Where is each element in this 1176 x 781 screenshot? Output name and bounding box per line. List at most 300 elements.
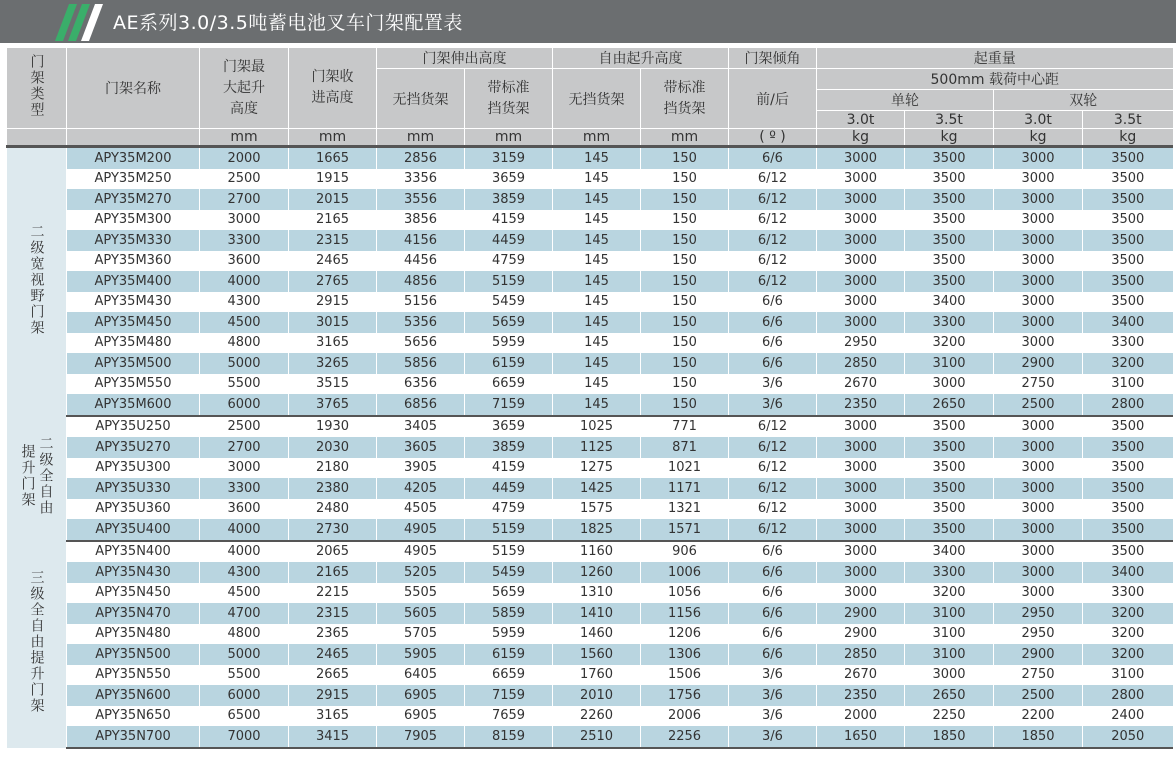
value-cell: 2915 bbox=[289, 685, 377, 706]
value-cell: 3100 bbox=[1083, 374, 1173, 395]
value-cell: 2350 bbox=[817, 394, 905, 416]
col-max-lift: 门架最大起升高度 bbox=[200, 48, 289, 129]
value-cell: 3000 bbox=[994, 292, 1083, 313]
value-cell: 3000 bbox=[817, 437, 905, 458]
value-cell: 6856 bbox=[377, 394, 465, 416]
value-cell: 5205 bbox=[377, 562, 465, 583]
value-cell: 3300 bbox=[905, 562, 994, 583]
mast-name-cell: APY35M480 bbox=[67, 333, 200, 354]
value-cell: 2365 bbox=[289, 624, 377, 645]
value-cell: 5856 bbox=[377, 353, 465, 374]
value-cell: 4000 bbox=[200, 541, 289, 563]
unit-kg: kg bbox=[994, 129, 1083, 147]
value-cell: 2380 bbox=[289, 478, 377, 499]
value-cell: 1275 bbox=[553, 458, 641, 479]
value-cell: 3/6 bbox=[729, 374, 817, 395]
value-cell: 3100 bbox=[905, 353, 994, 374]
value-cell: 2510 bbox=[553, 726, 641, 748]
value-cell: 145 bbox=[553, 169, 641, 190]
value-cell: 1850 bbox=[905, 726, 994, 748]
value-cell: 3000 bbox=[817, 541, 905, 563]
value-cell: 3400 bbox=[905, 292, 994, 313]
value-cell: 3000 bbox=[817, 499, 905, 520]
mast-name-cell: APY35M430 bbox=[67, 292, 200, 313]
mast-type-label: 三级全自由提升门架 bbox=[28, 570, 45, 714]
mast-name-cell: APY35M270 bbox=[67, 189, 200, 210]
col-retract: 门架收进高度 bbox=[289, 48, 377, 129]
mast-type-cell bbox=[7, 416, 67, 541]
value-cell: 5356 bbox=[377, 312, 465, 333]
value-cell: 6/6 bbox=[729, 624, 817, 645]
value-cell: 150 bbox=[641, 394, 729, 416]
value-cell: 3500 bbox=[905, 271, 994, 292]
value-cell: 6356 bbox=[377, 374, 465, 395]
value-cell: 5000 bbox=[200, 353, 289, 374]
value-cell: 3000 bbox=[817, 147, 905, 169]
value-cell: 4159 bbox=[465, 458, 553, 479]
value-cell: 6/12 bbox=[729, 251, 817, 272]
value-cell: 145 bbox=[553, 210, 641, 231]
value-cell: 5605 bbox=[377, 603, 465, 624]
table-row bbox=[7, 333, 1173, 354]
value-cell: 2165 bbox=[289, 210, 377, 231]
value-cell: 3356 bbox=[377, 169, 465, 190]
unit-kg: kg bbox=[1083, 129, 1173, 147]
value-cell: 2650 bbox=[905, 685, 994, 706]
value-cell: 3200 bbox=[1083, 624, 1173, 645]
table-row bbox=[7, 292, 1173, 313]
value-cell: 1171 bbox=[641, 478, 729, 499]
value-cell: 6/6 bbox=[729, 312, 817, 333]
value-cell: 3500 bbox=[1083, 251, 1173, 272]
value-cell: 6159 bbox=[465, 644, 553, 665]
value-cell: 2260 bbox=[553, 706, 641, 727]
value-cell: 4300 bbox=[200, 292, 289, 313]
value-cell: 3600 bbox=[200, 499, 289, 520]
value-cell: 3100 bbox=[905, 603, 994, 624]
value-cell: 3200 bbox=[1083, 353, 1173, 374]
value-cell: 3500 bbox=[905, 499, 994, 520]
value-cell: 6159 bbox=[465, 353, 553, 374]
value-cell: 3000 bbox=[200, 458, 289, 479]
value-cell: 3300 bbox=[1083, 583, 1173, 604]
value-cell: 3500 bbox=[1083, 458, 1173, 479]
value-cell: 906 bbox=[641, 541, 729, 563]
value-cell: 2500 bbox=[200, 416, 289, 438]
mast-type-label: 二级全自由 bbox=[37, 436, 54, 516]
value-cell: 1321 bbox=[641, 499, 729, 520]
table-row bbox=[7, 499, 1173, 520]
value-cell: 1125 bbox=[553, 437, 641, 458]
table-row bbox=[7, 416, 1173, 438]
value-cell: 2400 bbox=[1083, 706, 1173, 727]
value-cell: 8159 bbox=[465, 726, 553, 748]
value-cell: 6/12 bbox=[729, 499, 817, 520]
value-cell: 6405 bbox=[377, 665, 465, 686]
value-cell: 4156 bbox=[377, 230, 465, 251]
col-mast-type: 门架类型 bbox=[7, 48, 67, 129]
value-cell: 6905 bbox=[377, 706, 465, 727]
table-row bbox=[7, 624, 1173, 645]
value-cell: 3400 bbox=[1083, 312, 1173, 333]
value-cell: 3905 bbox=[377, 458, 465, 479]
value-cell: 3856 bbox=[377, 210, 465, 231]
mast-name-cell: APY35M450 bbox=[67, 312, 200, 333]
value-cell: 1160 bbox=[553, 541, 641, 563]
value-cell: 2010 bbox=[553, 685, 641, 706]
value-cell: 1571 bbox=[641, 519, 729, 541]
mast-type-cell bbox=[7, 147, 67, 416]
value-cell: 7659 bbox=[465, 706, 553, 727]
mast-name-cell: APY35N500 bbox=[67, 644, 200, 665]
value-cell: 1575 bbox=[553, 499, 641, 520]
value-cell: 145 bbox=[553, 312, 641, 333]
table-row bbox=[7, 251, 1173, 272]
value-cell: 3000 bbox=[817, 312, 905, 333]
value-cell: 5959 bbox=[465, 333, 553, 354]
value-cell: 3000 bbox=[994, 147, 1083, 169]
value-cell: 2800 bbox=[1083, 685, 1173, 706]
value-cell: 3500 bbox=[905, 210, 994, 231]
value-cell: 145 bbox=[553, 292, 641, 313]
value-cell: 2850 bbox=[817, 353, 905, 374]
value-cell: 3859 bbox=[465, 189, 553, 210]
value-cell: 3000 bbox=[994, 312, 1083, 333]
value-cell: 2900 bbox=[994, 644, 1083, 665]
value-cell: 4000 bbox=[200, 271, 289, 292]
mast-name-cell: APY35M600 bbox=[67, 394, 200, 416]
value-cell: 145 bbox=[553, 230, 641, 251]
value-cell: 145 bbox=[553, 353, 641, 374]
value-cell: 3500 bbox=[1083, 147, 1173, 169]
mast-name-cell: APY35N450 bbox=[67, 583, 200, 604]
mast-name-cell: APY35M330 bbox=[67, 230, 200, 251]
value-cell: 3500 bbox=[905, 519, 994, 541]
value-cell: 3500 bbox=[1083, 416, 1173, 438]
unit-blank bbox=[67, 129, 200, 147]
table-row bbox=[7, 312, 1173, 333]
table-row bbox=[7, 169, 1173, 190]
value-cell: 6500 bbox=[200, 706, 289, 727]
value-cell: 3000 bbox=[817, 458, 905, 479]
value-cell: 3000 bbox=[994, 519, 1083, 541]
value-cell: 1056 bbox=[641, 583, 729, 604]
value-cell: 6/6 bbox=[729, 541, 817, 563]
value-cell: 2050 bbox=[1083, 726, 1173, 748]
table-row bbox=[7, 437, 1173, 458]
value-cell: 145 bbox=[553, 147, 641, 169]
value-cell: 2250 bbox=[905, 706, 994, 727]
value-cell: 5659 bbox=[465, 312, 553, 333]
value-cell: 1560 bbox=[553, 644, 641, 665]
mast-name-cell: APY35M400 bbox=[67, 271, 200, 292]
value-cell: 1025 bbox=[553, 416, 641, 438]
value-cell: 5500 bbox=[200, 374, 289, 395]
unit-mm: mm bbox=[377, 129, 465, 147]
value-cell: 5459 bbox=[465, 562, 553, 583]
value-cell: 6/6 bbox=[729, 562, 817, 583]
value-cell: 3100 bbox=[905, 624, 994, 645]
value-cell: 3000 bbox=[817, 271, 905, 292]
value-cell: 3200 bbox=[1083, 603, 1173, 624]
value-cell: 3500 bbox=[905, 437, 994, 458]
table-row bbox=[7, 230, 1173, 251]
col-single-30: 3.0t bbox=[817, 111, 905, 129]
value-cell: 1650 bbox=[817, 726, 905, 748]
table-row bbox=[7, 478, 1173, 499]
value-cell: 3500 bbox=[1083, 541, 1173, 563]
value-cell: 2315 bbox=[289, 603, 377, 624]
value-cell: 3500 bbox=[1083, 499, 1173, 520]
value-cell: 6/12 bbox=[729, 458, 817, 479]
value-cell: 2900 bbox=[817, 624, 905, 645]
value-cell: 2215 bbox=[289, 583, 377, 604]
value-cell: 4800 bbox=[200, 333, 289, 354]
value-cell: 1306 bbox=[641, 644, 729, 665]
value-cell: 145 bbox=[553, 374, 641, 395]
value-cell: 3100 bbox=[905, 644, 994, 665]
value-cell: 6000 bbox=[200, 394, 289, 416]
value-cell: 4459 bbox=[465, 478, 553, 499]
value-cell: 4205 bbox=[377, 478, 465, 499]
value-cell: 2856 bbox=[377, 147, 465, 169]
col-double-30: 3.0t bbox=[994, 111, 1083, 129]
value-cell: 3000 bbox=[817, 230, 905, 251]
value-cell: 2900 bbox=[994, 353, 1083, 374]
value-cell: 3000 bbox=[994, 210, 1083, 231]
value-cell: 4759 bbox=[465, 251, 553, 272]
value-cell: 5859 bbox=[465, 603, 553, 624]
value-cell: 7159 bbox=[465, 685, 553, 706]
value-cell: 6/12 bbox=[729, 271, 817, 292]
table-row bbox=[7, 603, 1173, 624]
col-tilt-sub: 前/后 bbox=[729, 69, 817, 129]
table-row bbox=[7, 147, 1173, 169]
value-cell: 6/12 bbox=[729, 416, 817, 438]
value-cell: 3500 bbox=[905, 478, 994, 499]
value-cell: 4459 bbox=[465, 230, 553, 251]
mast-name-cell: APY35N600 bbox=[67, 685, 200, 706]
value-cell: 5505 bbox=[377, 583, 465, 604]
value-cell: 5156 bbox=[377, 292, 465, 313]
table-row bbox=[7, 562, 1173, 583]
table-row bbox=[7, 685, 1173, 706]
col-single-35: 3.5t bbox=[905, 111, 994, 129]
value-cell: 3000 bbox=[905, 374, 994, 395]
value-cell: 3000 bbox=[994, 499, 1083, 520]
table-row bbox=[7, 189, 1173, 210]
value-cell: 7905 bbox=[377, 726, 465, 748]
value-cell: 2256 bbox=[641, 726, 729, 748]
value-cell: 5500 bbox=[200, 665, 289, 686]
value-cell: 871 bbox=[641, 437, 729, 458]
table-row bbox=[7, 374, 1173, 395]
value-cell: 3000 bbox=[817, 169, 905, 190]
value-cell: 1206 bbox=[641, 624, 729, 645]
col-tilt: 门架倾角 bbox=[729, 48, 817, 69]
value-cell: 1506 bbox=[641, 665, 729, 686]
value-cell: 5459 bbox=[465, 292, 553, 313]
value-cell: 3/6 bbox=[729, 685, 817, 706]
mast-name-cell: APY35U250 bbox=[67, 416, 200, 438]
mast-name-cell: APY35N470 bbox=[67, 603, 200, 624]
mast-config-table-wrap bbox=[6, 48, 1172, 749]
value-cell: 145 bbox=[553, 251, 641, 272]
value-cell: 2350 bbox=[817, 685, 905, 706]
col-ext-with-rest: 带标准挡货架 bbox=[465, 69, 553, 129]
table-row bbox=[7, 210, 1173, 231]
mast-name-cell: APY35N400 bbox=[67, 541, 200, 563]
value-cell: 3265 bbox=[289, 353, 377, 374]
value-cell: 3000 bbox=[994, 230, 1083, 251]
col-load-center: 500mm 载荷中心距 bbox=[817, 69, 1173, 90]
value-cell: 3/6 bbox=[729, 706, 817, 727]
table-row bbox=[7, 726, 1173, 748]
table-header bbox=[7, 48, 1173, 147]
value-cell: 2950 bbox=[994, 624, 1083, 645]
value-cell: 3300 bbox=[905, 312, 994, 333]
value-cell: 3400 bbox=[1083, 562, 1173, 583]
value-cell: 3000 bbox=[817, 189, 905, 210]
value-cell: 6/6 bbox=[729, 147, 817, 169]
value-cell: 2180 bbox=[289, 458, 377, 479]
value-cell: 6/12 bbox=[729, 478, 817, 499]
value-cell: 5659 bbox=[465, 583, 553, 604]
value-cell: 3000 bbox=[994, 251, 1083, 272]
value-cell: 3000 bbox=[994, 437, 1083, 458]
mast-name-cell: APY35M500 bbox=[67, 353, 200, 374]
value-cell: 6/6 bbox=[729, 353, 817, 374]
value-cell: 771 bbox=[641, 416, 729, 438]
value-cell: 3000 bbox=[994, 541, 1083, 563]
value-cell: 3200 bbox=[1083, 644, 1173, 665]
value-cell: 145 bbox=[553, 271, 641, 292]
value-cell: 3500 bbox=[905, 169, 994, 190]
value-cell: 3500 bbox=[1083, 230, 1173, 251]
value-cell: 1825 bbox=[553, 519, 641, 541]
value-cell: 3/6 bbox=[729, 726, 817, 748]
value-cell: 3000 bbox=[817, 519, 905, 541]
mast-name-cell: APY35N550 bbox=[67, 665, 200, 686]
table-row bbox=[7, 519, 1173, 541]
value-cell: 3415 bbox=[289, 726, 377, 748]
value-cell: 150 bbox=[641, 374, 729, 395]
unit-kg: kg bbox=[817, 129, 905, 147]
mast-name-cell: APY35M250 bbox=[67, 169, 200, 190]
table-row bbox=[7, 458, 1173, 479]
value-cell: 3000 bbox=[905, 665, 994, 686]
value-cell: 6905 bbox=[377, 685, 465, 706]
unit-mm: mm bbox=[641, 129, 729, 147]
table-row bbox=[7, 353, 1173, 374]
value-cell: 2915 bbox=[289, 292, 377, 313]
value-cell: 4500 bbox=[200, 312, 289, 333]
mast-name-cell: APY35U330 bbox=[67, 478, 200, 499]
value-cell: 5159 bbox=[465, 519, 553, 541]
value-cell: 3000 bbox=[994, 478, 1083, 499]
value-cell: 1760 bbox=[553, 665, 641, 686]
value-cell: 4000 bbox=[200, 519, 289, 541]
value-cell: 150 bbox=[641, 230, 729, 251]
value-cell: 3/6 bbox=[729, 665, 817, 686]
value-cell: 6/6 bbox=[729, 644, 817, 665]
value-cell: 150 bbox=[641, 353, 729, 374]
value-cell: 150 bbox=[641, 210, 729, 231]
col-double-35: 3.5t bbox=[1083, 111, 1173, 129]
value-cell: 3300 bbox=[200, 230, 289, 251]
value-cell: 3556 bbox=[377, 189, 465, 210]
value-cell: 2465 bbox=[289, 644, 377, 665]
value-cell: 2000 bbox=[817, 706, 905, 727]
value-cell: 5959 bbox=[465, 624, 553, 645]
value-cell: 6/12 bbox=[729, 519, 817, 541]
mast-type-label-2: 提升门架 bbox=[19, 444, 36, 508]
col-group-extended: 门架伸出高度 bbox=[377, 48, 553, 69]
unit-degree: ( º ) bbox=[729, 129, 817, 147]
value-cell: 5705 bbox=[377, 624, 465, 645]
mast-name-cell: APY35U360 bbox=[67, 499, 200, 520]
value-cell: 150 bbox=[641, 169, 729, 190]
unit-mm: mm bbox=[289, 129, 377, 147]
value-cell: 5159 bbox=[465, 271, 553, 292]
value-cell: 2500 bbox=[994, 685, 1083, 706]
value-cell: 6/12 bbox=[729, 230, 817, 251]
value-cell: 2730 bbox=[289, 519, 377, 541]
value-cell: 3000 bbox=[817, 416, 905, 438]
value-cell: 3500 bbox=[1083, 169, 1173, 190]
value-cell: 2700 bbox=[200, 189, 289, 210]
value-cell: 2750 bbox=[994, 665, 1083, 686]
value-cell: 3000 bbox=[994, 583, 1083, 604]
page-title: AE系列3.0/3.5吨蓄电池叉车门架配置表 bbox=[113, 12, 463, 34]
green-stripes-icon bbox=[55, 4, 103, 41]
value-cell: 3000 bbox=[817, 478, 905, 499]
mast-name-cell: APY35U270 bbox=[67, 437, 200, 458]
value-cell: 3859 bbox=[465, 437, 553, 458]
value-cell: 3000 bbox=[994, 458, 1083, 479]
mast-name-cell: APY35N650 bbox=[67, 706, 200, 727]
value-cell: 3000 bbox=[817, 292, 905, 313]
value-cell: 150 bbox=[641, 312, 729, 333]
mast-type-cell bbox=[7, 541, 67, 748]
value-cell: 150 bbox=[641, 292, 729, 313]
mast-config-table bbox=[6, 48, 1173, 749]
value-cell: 4300 bbox=[200, 562, 289, 583]
value-cell: 6/6 bbox=[729, 583, 817, 604]
col-group-free-lift: 自由起升高度 bbox=[553, 48, 729, 69]
col-group-capacity: 起重量 bbox=[817, 48, 1173, 69]
value-cell: 1665 bbox=[289, 147, 377, 169]
value-cell: 6000 bbox=[200, 685, 289, 706]
value-cell: 4905 bbox=[377, 519, 465, 541]
value-cell: 6659 bbox=[465, 374, 553, 395]
value-cell: 145 bbox=[553, 394, 641, 416]
value-cell: 3165 bbox=[289, 333, 377, 354]
value-cell: 4700 bbox=[200, 603, 289, 624]
value-cell: 2315 bbox=[289, 230, 377, 251]
value-cell: 3000 bbox=[200, 210, 289, 231]
col-double-wheel: 双轮 bbox=[994, 90, 1173, 111]
value-cell: 150 bbox=[641, 251, 729, 272]
value-cell: 2950 bbox=[994, 603, 1083, 624]
value-cell: 7000 bbox=[200, 726, 289, 748]
value-cell: 1915 bbox=[289, 169, 377, 190]
value-cell: 3500 bbox=[1083, 292, 1173, 313]
col-ext-no-rest: 无挡货架 bbox=[377, 69, 465, 129]
value-cell: 3500 bbox=[905, 230, 994, 251]
unit-mm: mm bbox=[465, 129, 553, 147]
value-cell: 6/12 bbox=[729, 210, 817, 231]
